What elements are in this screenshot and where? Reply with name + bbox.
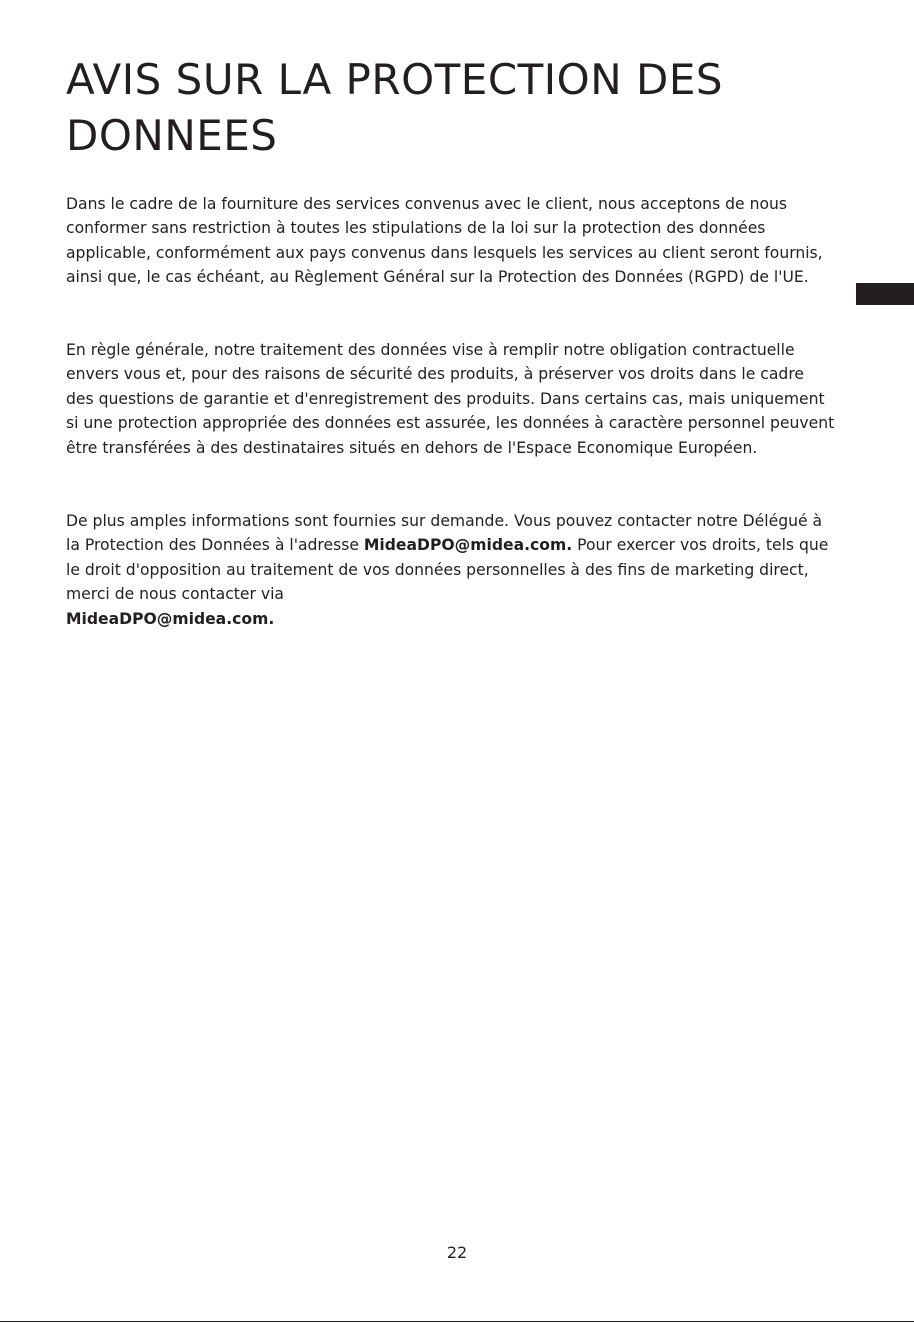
section-tab-marker bbox=[856, 283, 914, 305]
bottom-divider bbox=[0, 1321, 914, 1322]
page-number: 22 bbox=[446, 1243, 468, 1262]
contact-text-rights: Pour exercer vos droits, tels que le droit d'opposition au traitement de vos données personnelles à des fins de marketing direct, merci de nous contacter via bbox=[66, 536, 829, 604]
paragraph-data-processing: En règle générale, notre traitement des données vise à remplir notre obligation contractuelle envers vous et, pour des raisons de sécurité des produits, à préserver vos droits dans le cadre des questions de garantie et d'enregistrement des produits. Dans certains cas, mais uniquement si une protection appropriée des données est assurée, les données à caractère personnel peuvent être transférées à des destinataires situés en dehors de l'Espace Economique Européen. bbox=[66, 341, 835, 457]
contact-text-intro: De plus amples informations sont fournies sur demande. Vous pouvez contacter notre Délégué à la Protection des Données à l'adresse bbox=[66, 512, 823, 555]
paragraph-gdpr-compliance: Dans le cadre de la fourniture des services convenus avec le client, nous acceptons de nous conformer sans restriction à toutes les stipulations de la loi sur la protection des données applicable, conformément aux pays convenus dans lesquels les services au client seront fournis, ainsi que, le cas échéant, au Règlement Général sur la Protection des Données (RGPD) de l'UE. bbox=[66, 195, 823, 287]
paragraph-contact bbox=[66, 509, 836, 631]
dpo-email-link[interactable]: MideaDPO@midea.com. bbox=[363, 536, 573, 555]
page-title: AVIS SUR LA PROTECTION DES DONNEES bbox=[66, 55, 724, 160]
dpo-email-link-2[interactable]: MideaDPO@midea.com. bbox=[66, 609, 275, 628]
